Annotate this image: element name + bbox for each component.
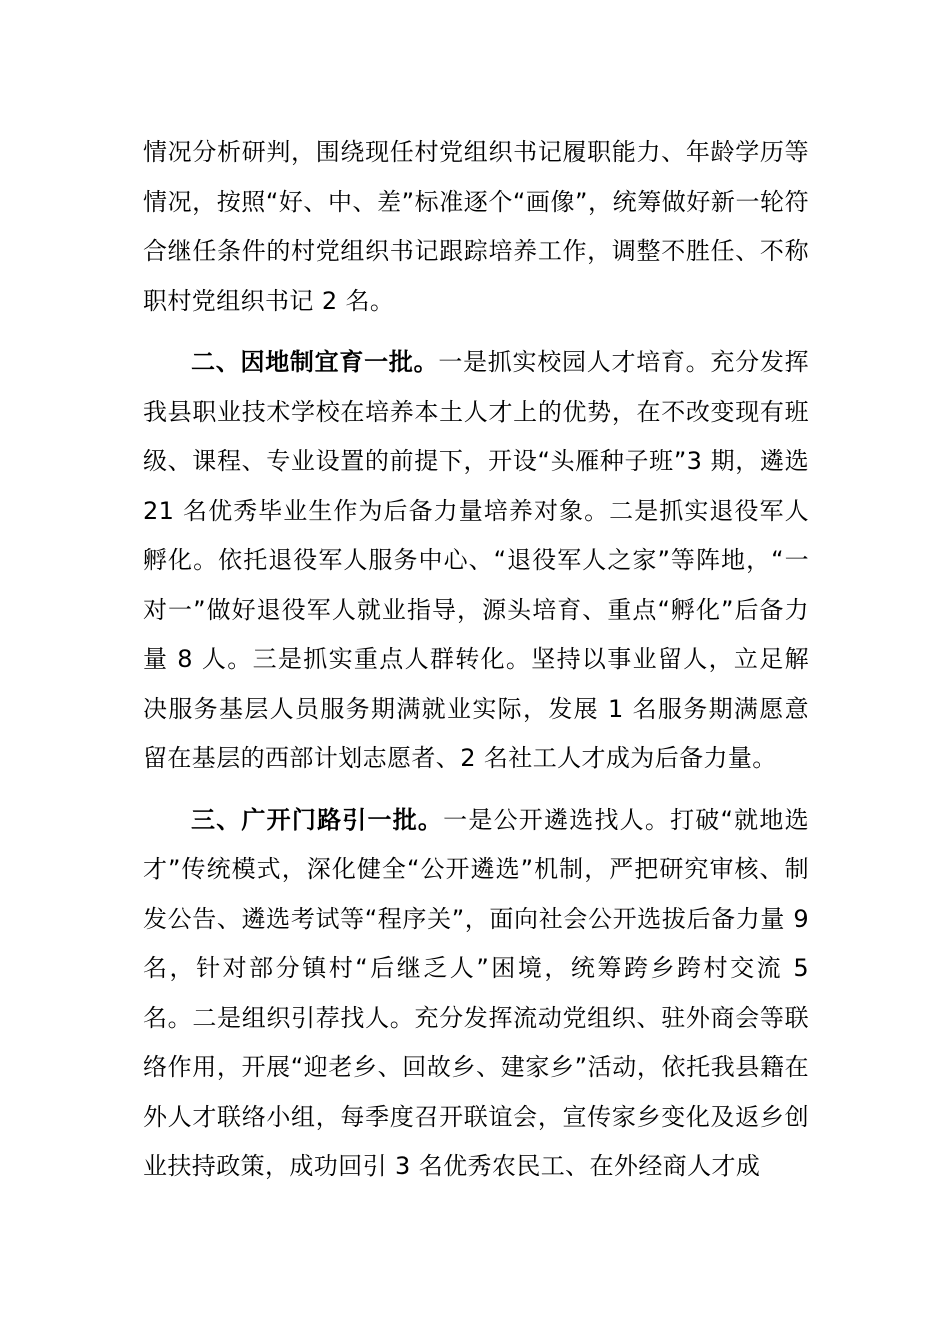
paragraph-text: 一是抓实校园人才培育。充分发挥我县职业技术学校在培养本土人才上的优势，在不改变现有班级、课程、专业设置的前提下，开设“头雁种子班”3 期，遴选 21 名优秀毕业生作为后备力量培养对象。二是抓实退役军人孵化。依托退役军人服务中心、“退役军人之家”等阵地，“一对一”做好退役军人就业指导，源头培育、重点“孵化”后备力量 8 人。三是抓实重点人群转化。坚持以事业留人，立足解决服务基层人员服务期满就业实际，发展 1 名服务期满愿意留在基层的西部计划志愿者、2 名社工人才成为后备力量。 [143,348,810,772]
paragraph-section-3 [143,796,809,1192]
section-heading: 三、广开门路引一批。 [191,805,444,834]
section-heading: 二、因地制宜育一批。 [191,348,439,376]
paragraph-continuation [143,128,809,326]
paragraph-section-2 [143,338,809,784]
document-body [143,128,809,1192]
paragraph-text: 一是公开遴选找人。打破“就地选才”传统模式，深化健全“公开遴选”机制，严把研究审核、制发公告、遴选考试等“程序关”，面向社会公开选拔后备力量 9 名，针对部分镇村“后继乏人”困境，统筹跨乡跨村交流 5 名。二是组织引荐找人。充分发挥流动党组织、驻外商会等联络作用，开展“迎老乡、回故乡、建家乡”活动，依托我县籍在外人才联络小组，每季度召开联谊会，宣传家乡变化及返乡创业扶持政策，成功回引 3 名优秀农民工、在外经商人才成 [143,805,810,1180]
paragraph-text: 情况分析研判，围绕现任村党组织书记履职能力、年龄学历等情况，按照“好、中、差”标准逐个“画像”，统筹做好新一轮符合继任条件的村党组织书记跟踪培养工作，调整不胜任、不称职村党组织书记 2 名。 [143,138,809,315]
